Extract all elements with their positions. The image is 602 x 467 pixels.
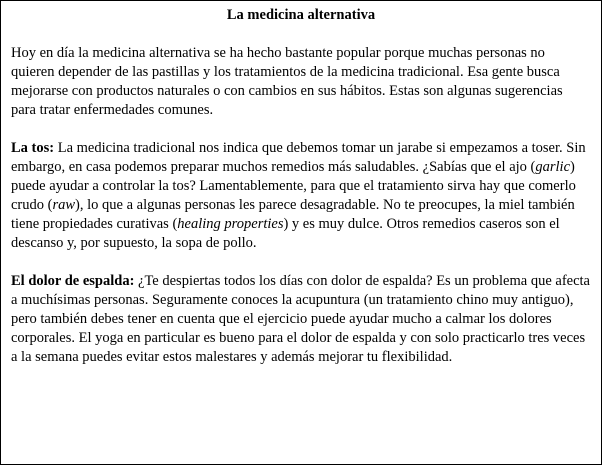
- document-title: La medicina alternativa: [226, 7, 376, 23]
- cough-text-2: ) puede ayudar a controlar la tos? Lamentablemente, para que el tratamiento sirva hay que comerlo crudo (: [11, 159, 576, 213]
- back-pain-paragraph: [11, 272, 591, 367]
- cough-text-4: ) y es muy dulce. Otros remedios caseros son el descanso y, por supuesto, la sopa de pollo.: [11, 216, 560, 251]
- cough-heading: La tos:: [11, 140, 55, 156]
- back-pain-heading: El dolor de espalda:: [11, 273, 135, 289]
- cough-text-1: La medicina tradicional nos indica que debemos tomar un jarabe si empezamos a toser. Sin embargo, en casa podemos preparar muchos remedios más saludables. ¿Sabías que el ajo (: [11, 140, 586, 175]
- gloss-healing-properties: healing properties: [177, 216, 284, 232]
- back-pain-text: ¿Te despiertas todos los días con dolor de espalda? Es un problema que afecta a muchísimas personas. Seguramente conoces la acupuntura (un tratamiento chino muy antiguo), pero también debes tener en cuenta que el ejercicio puede ayudar mucho a calmar los dolores corporales. El yoga en particular es bueno para el dolor de espalda y con solo practicarlo tres veces a la semana puedes evitar estos malestares y además mejorar tu flexibilidad.: [11, 273, 590, 365]
- cough-text-3: ), lo que a algunas personas les parece desagradable. No te preocupes, la miel también tiene propiedades curativas (: [11, 197, 575, 232]
- intro-paragraph: Hoy en día la medicina alternativa se ha hecho bastante popular porque muchas personas no quieren depender de las pastillas y los tratamientos de la medicina tradicional. Esa gente busca mejorarse con productos naturales o con cambios en sus hábitos. Estas son algunas sugerencias para tratar enfermedades comunes.: [11, 45, 563, 118]
- gloss-raw: raw: [52, 197, 76, 213]
- cough-paragraph: [11, 139, 591, 253]
- gloss-garlic: garlic: [535, 159, 571, 175]
